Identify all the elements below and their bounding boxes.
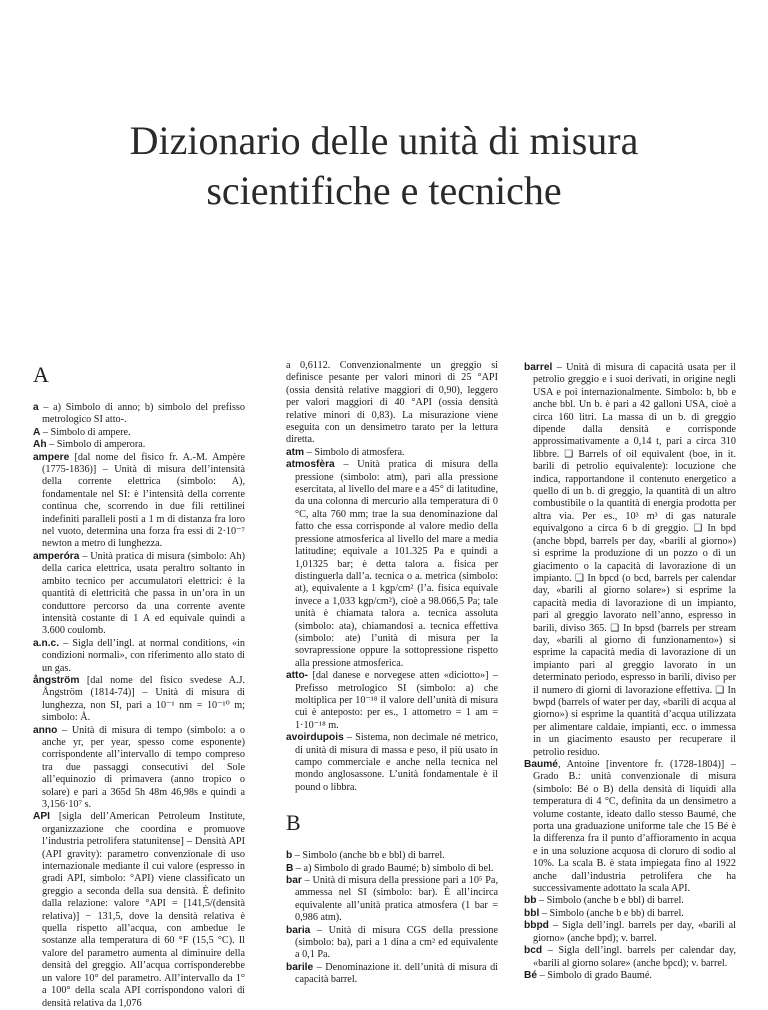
dictionary-entry [524, 945, 736, 970]
dictionary-entry [524, 362, 736, 759]
column-3 [524, 362, 736, 982]
dictionary-entry [286, 670, 498, 732]
entry-definition: – Sigla dell’ingl. barrels per day, «barili al giorno» (anche bpd); v. barrel. [533, 920, 736, 944]
entry-definition: [dal nome del fisico svedese A.J. Ångström (1814-74)] – Unità di misura di lunghezza, non SI, pari a 10⁻¹ nm = 10⁻¹⁰ m; simbolo: Å. [42, 674, 245, 724]
entry-headword: avoirdupois [286, 732, 344, 744]
entry-definition: – Unità di misura di tempo (simbolo: a o anche yr, per year, spesso come esponente) corrispondente all’intervallo di tempo compreso tra due passaggi consecutivi del Sole all’equinozio di primavera (anno tropico o solare) e pari a 365d 5h 48m 46,98s e quindi a 3,156·10⁷ s. [42, 724, 245, 810]
column-1 [33, 360, 245, 1010]
entry-headword: ampere [33, 451, 70, 463]
entry-headword: API [33, 811, 50, 823]
entry-headword: ångström [33, 674, 80, 686]
entry-definition: – Simbolo di grado Baumé. [537, 969, 652, 981]
entry-definition: – Unità di misura di capacità usata per il petrolio greggio e i suoi derivati, in origine negli USA e poi internazionalmente. Simbolo: b, bb e anche bbl. Un b. è pari a 42 galloni USA, cioè a circa 160 litri. La massa di un b. di greggio dipende dalla densità e corrisponde approssimativamente a 0,14 t, pari a circa 310 libbre. ❑ Barrels of oil equivalent (boe, in it. barili di petrolio equivalente): locuzione che indica, rapportandone il contenuto energetico a quello di un b. di greggio, la quantità di un altro combustibile o la quantità di energia prodotta per altra via. Per es., 10³ m³ di gas naturale equivalgono a circa 6 b di greggio. ❑ In bpd (anche bbpd, barrels per day, «barili al giorno») si esprime la produzione di un pozzo o di un giacimento o la capacità di lavorazione di un impianto. ❑ In bpcd (o bcd, barrels per calendar day, «barili al giorno solare») si esprime la capacità media di lavorazione di un impianto, pari al greggio lavorato nell’anno, espresso in barili, diviso 365. ❑ In bpsd (barrels per stream day, «barili al giorno di funzionamento») si esprime la capacità media di lavorazione di un impianto pari al greggio lavorato in un determinato periodo, espresso in barili, diviso per il numero di giorni di lavorazione effettiva. ❑ In bwpd (barrels of water per day, «barili di acqua al giorno») si esprime la quantità d’acqua utilizzata per alimentare caldaie, impianti, ecc. o immessa in un giacimento esausto per recuperare il petrolio residuo. [533, 362, 737, 758]
entry-headword: B [286, 862, 294, 874]
entry-definition: – Unità pratica di misura della pressione (simbolo: atm), pari alla pressione esercitata, al livello del mare e a 45° di latitudine, da una colonna di mercurio alla temperatura di 0 °C, alta 760 mm; trae la sua denominazione dal fatto che essa corrisponde al valore medio della pressione atmosferica al livello del mare a media latitudine; equivale a 101.325 Pa e quindi a 1,01325 bar; è detta talora a. fisica per distinguerla dall’a. tecnica o a. metrica (simbolo: at), equivalente a 1 kgp/cm² (l’a. fisica equivale invece a 1,033 kgp/cm²), cioè a 98.066,5 Pa; tale unità è chiamata talora a. tecnica assoluta (simbolo: ata), chiamandosi a. tecnica effettiva (simbolo: ate) l’unità di misura per la sovrapressione oppure la sottopressione rispetto alla pressione atmosferica. [295, 459, 498, 669]
entry-headword: bar [286, 875, 302, 887]
entry-definition: – Simbolo (anche b e bb) di barrel. [539, 907, 684, 919]
section-letter-a: A [33, 362, 49, 387]
entry-definition: [dal nome del fisico fr. A.-M. Ampère (1775-1836)] – Unità di misura dell’intensità della corrente elettrica (simbolo: A), fondamentale nel SI: è l’intensità della corrente continua che, scorrendo in due fili rettilinei indefiniti paralleli posti a 1 m di distanza fra loro nel vuoto, determina una forza fra essi di 2·10⁻⁷ newton a metro di lunghezza. [42, 451, 245, 550]
entry-definition: – Sigla dell’ingl. at normal conditions, «in condizioni normali», con riferimento allo stato di un gas. [42, 637, 245, 674]
entry-headword: b [286, 850, 293, 862]
entry-definition: – a) Simbolo di grado Baumé; b) simbolo di bel. [293, 862, 494, 874]
entry-headword: bbl [524, 907, 540, 919]
entry-headword: atto- [286, 670, 309, 682]
column-3-entries [524, 362, 736, 982]
dictionary-entry [286, 459, 498, 670]
title-line-1: Dizionario delle unità di misura [129, 118, 639, 163]
entry-headword: atm [286, 446, 305, 458]
entry-definition: , Antoine [inventore fr. (1728-1804)] – Grado B.: unità convenzionale di misura (simbolo: Bé o B) della densità di liquidi alla temperatura di 4 °C, definita da un densimetro a volume costante, ideato dallo stesso Baumé, che porta una graduazione uniforme tale che 15 Bé è la differenza fra il punto d’affioramento in acqua e in una soluzione acquosa di cloruro di sodio al 10%. La scala B. è stata impiegata fino al 1922 anche dall’industria petrolifera che ha successivamente adottato la scala API. [533, 759, 736, 895]
dictionary-entry [33, 439, 245, 451]
entry-headword: barrel [524, 362, 553, 373]
entry-definition: – Simbolo (anche bb e bbl) di barrel. [292, 850, 445, 862]
entry-definition: – Denominazione it. dell’unità di misura di capacità barrel. [295, 961, 498, 986]
entry-headword: a [33, 402, 39, 413]
entry-definition: – Sigla dell’ingl. barrels per calendar day, «barili al giorno solare» (anche bpcd); v. barrel. [533, 945, 736, 969]
dictionary-entry [33, 675, 245, 725]
entry-headword: amperóra [33, 550, 80, 562]
entry-definition: – Unità pratica di misura (simbolo: Ah) della carica elettrica, usata peraltro soltanto in ambito tecnico per accumulatori elettrici: è la quantità di elettricità che passa in un’ora in un conduttore percorso da una corrente avente intensità costante di 1 A ed equivale quindi a 3.600 coulomb. [42, 550, 245, 637]
dictionary-entry [33, 551, 245, 638]
entry-headword: bbpd [524, 920, 549, 932]
entry-headword: bcd [524, 945, 543, 957]
dictionary-entry [524, 908, 736, 920]
dictionary-entry [33, 427, 245, 439]
dictionary-entry [286, 962, 498, 987]
section-letter-b: B [286, 810, 301, 836]
dictionary-entry [33, 638, 245, 675]
entry-headword: a.n.c. [33, 637, 60, 649]
dictionary-entry [524, 895, 736, 907]
dictionary-entry [286, 925, 498, 962]
entry-headword: Baumé [524, 759, 558, 770]
dictionary-entry [286, 863, 498, 875]
entry-definition: – Simbolo di atmosfera. [304, 446, 405, 458]
dictionary-entry [33, 402, 245, 427]
dictionary-entry [524, 970, 736, 982]
entry-headword: atmosfèra [286, 459, 335, 471]
continued-paragraph: a 0,6112. Convenzionalmente un greggio si definisce pesante per valori minori di 25 °API (ossia densità relative maggiori di 0,90), leggero per valori maggiori di 40 °API (ossia densità relative minori di 0,83). La misurazione viene eseguita con un densimetro tarato per la lettura diretta. [286, 360, 498, 446]
entry-headword: Ah [33, 439, 47, 451]
dictionary-entry [524, 759, 736, 895]
dictionary-entry [286, 850, 498, 862]
dictionary-entry [286, 875, 498, 925]
entry-definition: [sigla dell’American Petroleum Institute, organizzazione che coordina e promuove l’industria petrolifera statunitense] – Densità API (API gravity): parametro convenzionale di uso internazionale mediante il cui valore (espresso in gradi API, simbolo: °API) viene classificato un greggio a seconda della sua densità. È definito dalla relazione: valore °API = [141,5/(densità relativa)] − 131,5, dove la densità relativa è quella rispetto all’acqua, con ambedue le sostanze alla temperatura di 60 °F (15,5 °C). Il valore del parametro aumenta al diminuire della densità del greggio. All’acqua corrisponderebbe un valore 10° del parametro. All’intervallo da 1° a 100° della scala API corrispondono valori di densità relativa da 1,076 [42, 811, 245, 1009]
dictionary-entry [33, 725, 245, 812]
dictionary-entry [33, 811, 245, 1010]
column-1-entries [33, 402, 245, 1010]
dictionary-entry [286, 447, 498, 459]
entry-headword: Bé [524, 969, 538, 981]
entry-definition: – Sistema, non decimale né metrico, di unità di misura di massa e peso, il più usato in campo commerciale e anche nella tecnica nel mondo anglosassone. L’unità fondamentale è il pound o libbra. [295, 732, 498, 793]
entry-definition: – Simbolo (anche b e bbl) di barrel. [536, 895, 684, 907]
entry-definition: – a) Simbolo di anno; b) simbolo del prefisso metrologico SI atto-. [38, 402, 245, 426]
title-line-2: scientifiche e tecniche [206, 168, 562, 213]
entry-headword: baria [286, 924, 311, 936]
dictionary-entry [524, 920, 736, 945]
entry-definition: – Unità di misura della pressione pari a 10⁵ Pa, ammessa nel SI (simbolo: bar). È all’incirca equivalente all’unità pratica atmosfera (1 bar = 0,986 atm). [295, 875, 498, 924]
entry-definition: – Simbolo di amperora. [46, 439, 146, 451]
entry-headword: barile [286, 961, 314, 973]
entry-definition: – Simbolo di ampere. [40, 426, 131, 438]
column-2 [286, 360, 498, 987]
entry-headword: bb [524, 895, 537, 907]
page-title [0, 116, 768, 216]
dictionary-entry [286, 732, 498, 794]
dictionary-entry [33, 452, 245, 551]
entry-definition: [dal danese e norvegese atten «diciotto»] – Prefisso metrologico SI (simbolo: a) che moltiplica per 10⁻¹⁸ il valore dell’unità di misura cui è anteposto: per es., 1 attometro = 1 am = 1·10⁻¹⁸ m. [295, 670, 498, 731]
entry-headword: anno [33, 724, 58, 736]
entry-definition: – Unità di misura CGS della pressione (simbolo: ba), pari a 1 dina a cm² ed equivalente a 0,1 Pa. [295, 924, 498, 961]
entry-headword: A [33, 426, 41, 438]
column-2b-entries [286, 850, 498, 986]
column-2-entries [286, 447, 498, 794]
